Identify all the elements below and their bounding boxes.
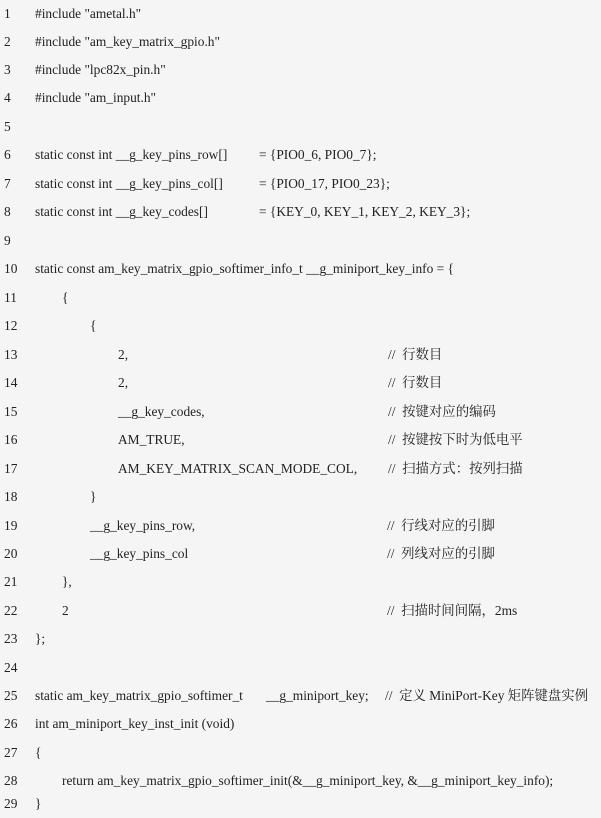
code-text: 2, [118,375,129,390]
code-text: __g_key_pins_col [90,546,189,561]
line-number: 3 [4,62,11,77]
code-comment: // 定义 MiniPort-Key 矩阵键盘实例 [385,688,589,703]
code-line [0,426,601,454]
line-number: 22 [4,603,18,618]
line-number: 13 [4,347,18,362]
code-initializer: = {PIO0_6, PIO0_7}; [259,147,377,162]
code-line [0,512,601,540]
code-line [0,113,601,141]
line-number: 1 [4,6,11,21]
code-text: } [90,489,97,504]
code-text: 2 [62,603,69,618]
code-text: return am_key_matrix_gpio_softimer_init(&__g_miniport_key, &__g_miniport_key_info); [62,773,554,788]
code-text: #include "lpc82x_pin.h" [35,62,166,77]
code-comment: // 行数目 [388,375,443,390]
code-text: __g_key_codes, [118,404,205,419]
code-line [0,710,601,738]
code-line [0,654,601,682]
code-line [0,455,601,483]
code-text: 2, [118,347,129,362]
code-line [0,625,601,653]
line-number: 26 [4,716,18,731]
line-number: 6 [4,147,11,162]
code-initializer: = {PIO0_17, PIO0_23}; [259,176,390,191]
code-text: __g_key_pins_row, [90,518,196,533]
code-line [0,170,601,198]
line-number: 10 [4,261,18,276]
line-number: 17 [4,461,18,476]
line-number: 12 [4,318,18,333]
code-comment: // 行数目 [388,347,443,362]
code-text: #include "am_input.h" [35,90,157,105]
code-line [0,739,601,767]
code-comment: // 按键对应的编码 [388,404,496,419]
code-text: AM_KEY_MATRIX_SCAN_MODE_COL, [118,461,358,476]
line-number: 20 [4,546,18,561]
code-line [0,198,601,226]
code-text: }; [35,631,46,646]
code-line [0,141,601,169]
code-line [0,597,601,625]
line-number: 15 [4,404,18,419]
line-number: 25 [4,688,18,703]
code-text: static const am_key_matrix_gpio_softimer_info_t __g_miniport_key_info = { [35,261,454,276]
line-number: 14 [4,375,18,390]
line-number: 18 [4,489,18,504]
line-number: 7 [4,176,11,191]
code-text: static const int __g_key_codes[] [35,204,208,219]
code-text: }, [62,574,72,589]
code-comment: // 按键按下时为低电平 [388,432,523,447]
code-comment: // 扫描时间间隔，2ms [387,603,518,618]
code-line [0,56,601,84]
code-text: static const int __g_key_pins_row[] [35,147,228,162]
line-number: 28 [4,773,18,788]
line-number: 8 [4,204,11,219]
code-text: #include "am_key_matrix_gpio.h" [35,34,220,49]
code-line [0,255,601,283]
code-text: } [35,796,42,811]
code-line [0,284,601,312]
code-comment: // 列线对应的引脚 [387,546,495,561]
code-line [0,682,601,710]
line-number: 2 [4,34,11,49]
line-number: 11 [4,290,17,305]
code-comment: // 扫描方式：按列扫描 [388,461,523,476]
code-text: AM_TRUE, [118,432,185,447]
code-text: #include "ametal.h" [35,6,142,21]
code-text: static am_key_matrix_gpio_softimer_t [35,688,243,703]
line-number: 29 [4,796,18,811]
line-number: 21 [4,574,18,589]
code-line [0,568,601,596]
code-line [0,0,601,28]
line-number: 23 [4,631,18,646]
code-line [0,28,601,56]
code-line [0,398,601,426]
line-number: 19 [4,518,18,533]
code-line [0,341,601,369]
code-text: { [90,318,97,333]
code-line [0,84,601,112]
line-number: 5 [4,119,11,134]
code-text: { [62,290,69,305]
line-number: 24 [4,660,18,675]
code-line [0,369,601,397]
code-initializer: = {KEY_0, KEY_1, KEY_2, KEY_3}; [259,204,471,219]
line-number: 27 [4,745,18,760]
code-comment: // 行线对应的引脚 [387,518,495,533]
line-number: 4 [4,90,11,105]
code-line [0,227,601,255]
line-number: 9 [4,233,11,248]
code-line [0,540,601,568]
line-number: 16 [4,432,18,447]
code-identifier: __g_miniport_key; [266,688,369,703]
code-line [0,790,601,818]
code-line [0,312,601,340]
code-text: static const int __g_key_pins_col[] [35,176,223,191]
code-line [0,483,601,511]
code-text: { [35,745,42,760]
code-text: int am_miniport_key_inst_init (void) [35,716,235,731]
